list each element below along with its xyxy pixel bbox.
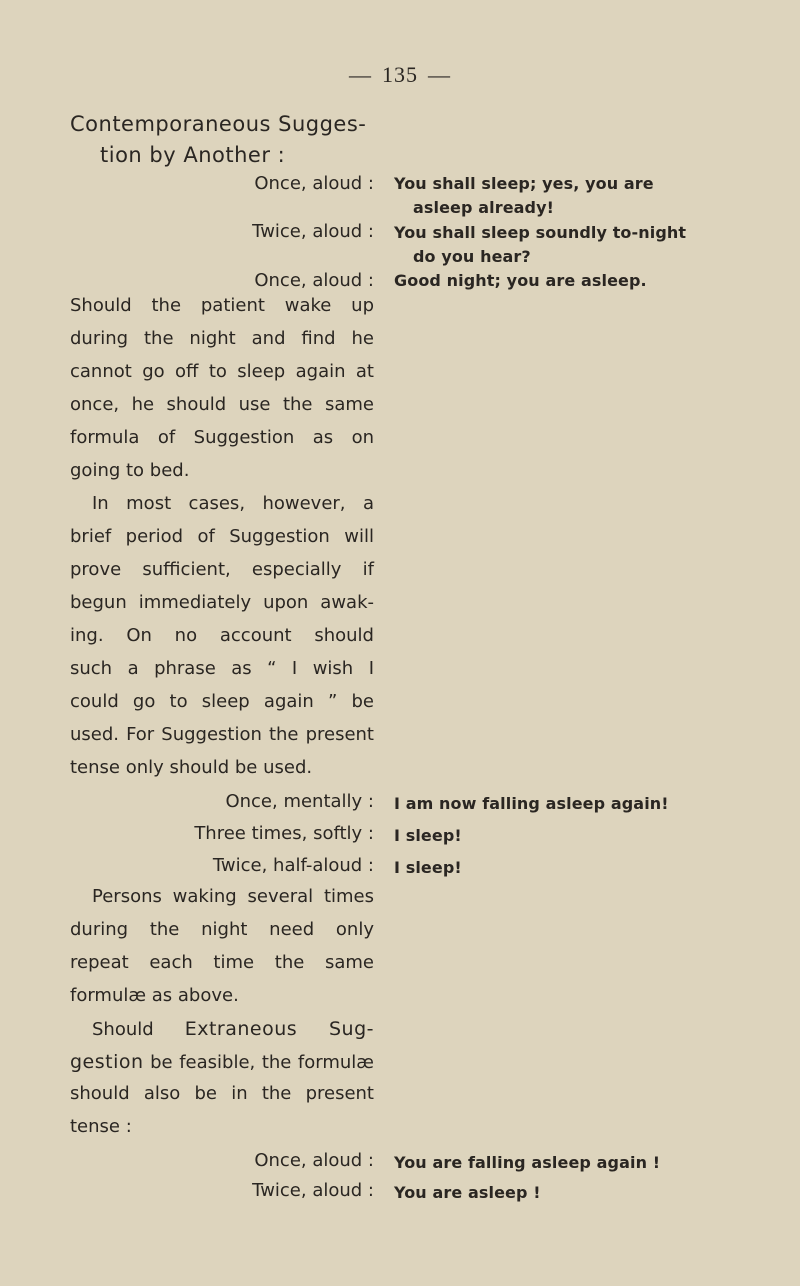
paragraph-text: be feasible, the formulæ xyxy=(150,1052,374,1073)
suggestion-text: I sleep! xyxy=(394,858,462,877)
paragraph-line: formula of Suggestion as on xyxy=(70,427,374,448)
instruction-label: Once, aloud : xyxy=(254,270,374,291)
paragraph-line: going to bed. xyxy=(70,460,190,481)
paragraph-line: could go to sleep again ” be xyxy=(70,691,374,712)
paragraph-line: begun immediately upon awak- xyxy=(70,592,374,613)
paragraph-line: In most cases, however, a xyxy=(92,493,374,514)
suggestion-text: You are falling asleep again ! xyxy=(394,1153,661,1172)
paragraph-line: once, he should use the same xyxy=(70,394,374,415)
paragraph-line: prove sufficient, especially if xyxy=(70,559,374,580)
suggestion-text: do you hear? xyxy=(413,247,531,266)
instruction-label: Once, aloud : xyxy=(254,173,374,194)
suggestion-text: Good night; you are asleep. xyxy=(394,271,647,290)
suggestion-text: asleep already! xyxy=(413,198,555,217)
paragraph-line xyxy=(70,1051,374,1073)
suggestion-text: I am now falling asleep again! xyxy=(394,794,669,813)
instruction-label: Three times, softly : xyxy=(194,823,374,844)
emphasized-term: gestion xyxy=(70,1051,144,1073)
paragraph-line: formulæ as above. xyxy=(70,985,239,1006)
paragraph-line: during the night and find he xyxy=(70,328,374,349)
section-heading-line-1: Contemporaneous Sugges- xyxy=(70,112,367,136)
paragraph-line: brief period of Suggestion will xyxy=(70,526,374,547)
paragraph-text: Should xyxy=(92,1019,154,1040)
instruction-label: Twice, aloud : xyxy=(252,1180,374,1201)
section-heading-line-2: tion by Another : xyxy=(100,143,286,167)
paragraph-line: used. For Suggestion the present xyxy=(70,724,374,745)
instruction-label: Once, mentally : xyxy=(225,791,374,812)
paragraph-line: such a phrase as “ I wish I xyxy=(70,658,374,679)
paragraph-line: ing. On no account should xyxy=(70,625,374,646)
suggestion-text: You shall sleep soundly to-night xyxy=(394,223,687,242)
paragraph-line: should also be in the present xyxy=(70,1083,374,1104)
suggestion-text: You shall sleep; yes, you are xyxy=(394,174,654,193)
suggestion-text: You are asleep ! xyxy=(394,1183,541,1202)
paragraph-line: during the night need only xyxy=(70,919,374,940)
paragraph-line: tense : xyxy=(70,1116,132,1137)
page-number: — 135 — xyxy=(349,62,451,87)
instruction-label: Once, aloud : xyxy=(254,1150,374,1171)
suggestion-text: I sleep! xyxy=(394,826,462,845)
paragraph-line xyxy=(92,1018,374,1040)
paragraph-line: Persons waking several times xyxy=(92,886,374,907)
paragraph-line: Should the patient wake up xyxy=(70,295,374,316)
emphasized-term: Extraneous Sug- xyxy=(184,1018,374,1040)
paragraph-line: repeat each time the same xyxy=(70,952,374,973)
paragraph-line: cannot go off to sleep again at xyxy=(70,361,374,382)
instruction-label: Twice, aloud : xyxy=(252,221,374,242)
instruction-label: Twice, half-aloud : xyxy=(212,855,374,876)
paragraph-line: tense only should be used. xyxy=(70,757,313,778)
page-number-value: 135 xyxy=(382,62,418,87)
